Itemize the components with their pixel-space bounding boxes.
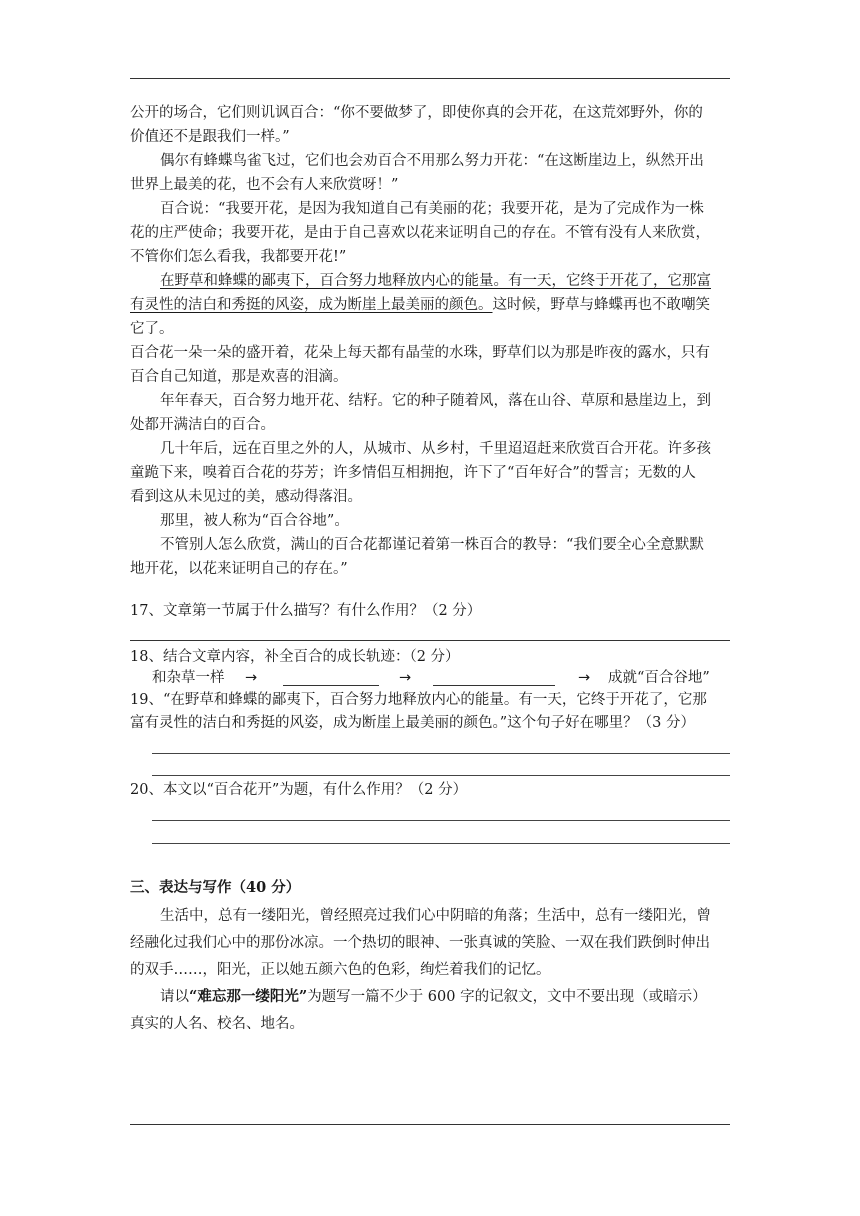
prompt-text: 请以 — [160, 989, 189, 1005]
growth-end: 成就“百合谷地” — [608, 670, 710, 686]
answer-line-20[interactable] — [152, 820, 730, 821]
passage-line: 看到这从未见过的美，感动得落泪。 — [130, 489, 362, 505]
growth-blank-1[interactable] — [283, 685, 379, 686]
answer-line-17[interactable] — [130, 640, 730, 641]
passage-line: 花的庄严使命；我要开花，是由于自己喜欢以花来证明自己的存在。不管有没有人来欣赏， — [130, 225, 710, 241]
growth-blank-2[interactable] — [433, 685, 555, 686]
passage-line: 价值还不是跟我们一样。” — [130, 129, 290, 145]
writing-prompt-line: 经融化过我们心中的那份冰凉。一个热切的眼神、一张真诚的笑脸、一双在我们跌倒时伸出 — [130, 935, 710, 951]
question-17: 17、文章第一节属于什么描写？有什么作用？（2 分） — [130, 603, 482, 619]
arrow-icon: → — [399, 670, 412, 686]
question-19: 富有灵性的洁白和秀挺的风姿，成为断崖上最美丽的颜色。”这个句子好在哪里？（3 分） — [130, 715, 695, 731]
passage-line: 处都开满洁白的百合。 — [130, 417, 275, 433]
writing-prompt-line: 生活中，总有一缕阳光，曾经照亮过我们心中阴暗的角落；生活中，总有一缕阳光，曾 — [160, 908, 711, 924]
arrow-icon: → — [245, 670, 258, 686]
answer-line-19[interactable] — [152, 753, 730, 754]
passage-line: 不管别人怎么欣赏，满山的百合花都谨记着第一株百合的教导：“我们要全心全意默默 — [160, 537, 704, 553]
passage-line: 童跪下来，嗅着百合花的芬芳；许多情侣互相拥抱，许下了“百年好合”的誓言；无数的人 — [130, 465, 696, 481]
answer-line-19[interactable] — [152, 775, 730, 776]
writing-prompt-line: 真实的人名、校名、地名。 — [130, 1016, 304, 1032]
passage-line: 百合说：“我要开花，是因为我知道自己有美丽的花；我要开花，是为了完成作为一株 — [160, 201, 704, 217]
underlined-sentence: 有灵性的洁白和秀挺的风姿，成为断崖上最美丽的颜色。 — [130, 297, 493, 313]
growth-start: 和杂草一样 — [152, 670, 225, 686]
passage-line: 公开的场合，它们则讥讽百合：“你不要做梦了，即使你真的会开花，在这荒郊野外，你的 — [130, 105, 703, 121]
top-rule — [130, 78, 730, 79]
passage-line: 百合自己知道，那是欢喜的泪滴。 — [130, 369, 348, 385]
passage-line — [130, 295, 730, 315]
passage-line: 偶尔有蜂蝶鸟雀飞过，它们也会劝百合不用那么努力开花：“在这断崖边上，纵然开出 — [160, 153, 704, 169]
passage-line: 它了。 — [130, 321, 174, 337]
writing-prompt-line — [160, 987, 730, 1007]
underlined-sentence: 在野草和蜂蝶的鄙夷下，百合努力地释放内心的能量。有一天，它终于开花了，它那富 — [160, 273, 711, 289]
question-18: 18、结合文章内容，补全百合的成长轨迹：（2 分） — [130, 649, 460, 665]
question-19: 19、“在野草和蜂蝶的鄙夷下，百合努力地释放内心的能量。有一天，它终于开花了，它那 — [130, 692, 707, 708]
prompt-text: 为题写一篇不少于 600 字的记叙文，文中不要出现（或暗示） — [307, 989, 707, 1005]
passage-line: 世界上最美的花，也不会有人来欣赏呀！” — [130, 177, 399, 193]
arrow-icon: → — [578, 670, 591, 686]
section-heading: 三、表达与写作（40 分） — [130, 879, 301, 896]
answer-line-20[interactable] — [152, 843, 730, 844]
passage-text: 这时候，野草与蜂蝶再也不敢嘲笑 — [492, 297, 710, 313]
passage-line: 百合花一朵一朵的盛开着，花朵上每天都有晶莹的水珠，野草们以为那是昨夜的露水，只有 — [130, 345, 710, 361]
passage-line: 地开花，以花来证明自己的存在。” — [130, 561, 348, 577]
question-20: 20、本文以“百合花开”为题，有什么作用？（2 分） — [130, 782, 468, 798]
bottom-rule — [130, 1124, 730, 1125]
essay-title: “难忘那一缕阳光” — [189, 988, 308, 1005]
passage-line: 年年春天，百合努力地开花、结籽。它的种子随着风，落在山谷、草原和悬崖边上，到 — [160, 393, 711, 409]
writing-prompt-line: 的双手……，阳光，正以她五颜六色的色彩，绚烂着我们的记忆。 — [130, 962, 551, 978]
passage-line: 那里，被人称为“百合谷地”。 — [160, 513, 349, 529]
passage-line: 不管你们怎么看我，我都要开花!” — [130, 249, 347, 265]
passage-line: 几十年后，远在百里之外的人，从城市、从乡村，千里迢迢赶来欣赏百合开花。许多孩 — [160, 441, 711, 457]
